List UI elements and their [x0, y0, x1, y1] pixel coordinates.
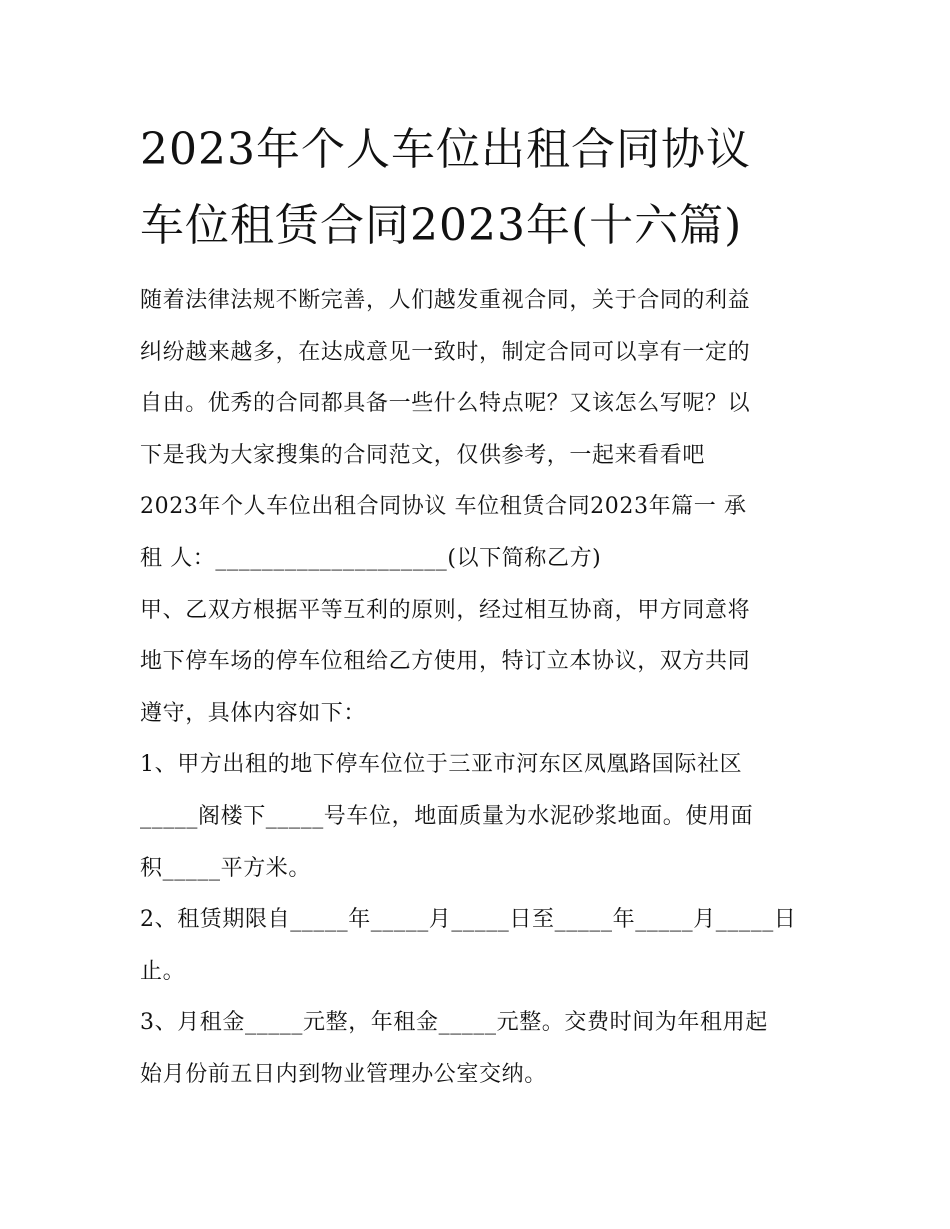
body-line: 下是我为大家搜集的合同范文，仅供参考，一起来看看吧: [140, 442, 706, 468]
title-line-2: 车位租赁合同2023年(十六篇): [140, 200, 743, 251]
body-line: 地下停车场的停车位租给乙方使用，特订立本协议，双方共同: [140, 649, 751, 675]
body-line: 积_____平方米。: [140, 855, 312, 881]
document-body: [140, 275, 830, 1101]
body-line: 纠纷越来越多，在达成意见一致时，制定合同可以享有一定的: [140, 339, 751, 365]
body-line: 止。: [140, 958, 186, 984]
body-line: 租 人：____________________(以下简称乙方): [140, 545, 602, 571]
body-line: 始月份前五日内到物业管理办公室交纳。: [140, 1061, 547, 1087]
body-line: 1、甲方出租的地下停车位位于三亚市河东区凤凰路国际社区: [140, 752, 743, 778]
body-line: 甲、乙双方根据平等互利的原则，经过相互协商，甲方同意将: [140, 597, 751, 623]
body-line: 遵守，具体内容如下：: [140, 700, 367, 726]
body-line: 随着法律法规不断完善，人们越发重视合同，关于合同的利益: [140, 288, 751, 313]
body-line: 自由。优秀的合同都具备一些什么特点呢？又该怎么写呢？以: [140, 391, 751, 417]
document-title: [140, 112, 830, 264]
body-line: _____阁楼下_____号车位，地面质量为水泥砂浆地面。使用面: [140, 803, 754, 829]
title-line-1: 2023年个人车位出租合同协议: [140, 124, 751, 175]
body-line: 2023年个人车位出租合同协议 车位租赁合同2023年篇一 承: [140, 494, 747, 520]
body-line: 2、租赁期限自_____年_____月_____日至_____年_____月_____日: [140, 907, 797, 933]
body-line: 3、月租金_____元整，年租金_____元整。交费时间为年租用起: [140, 1010, 768, 1036]
